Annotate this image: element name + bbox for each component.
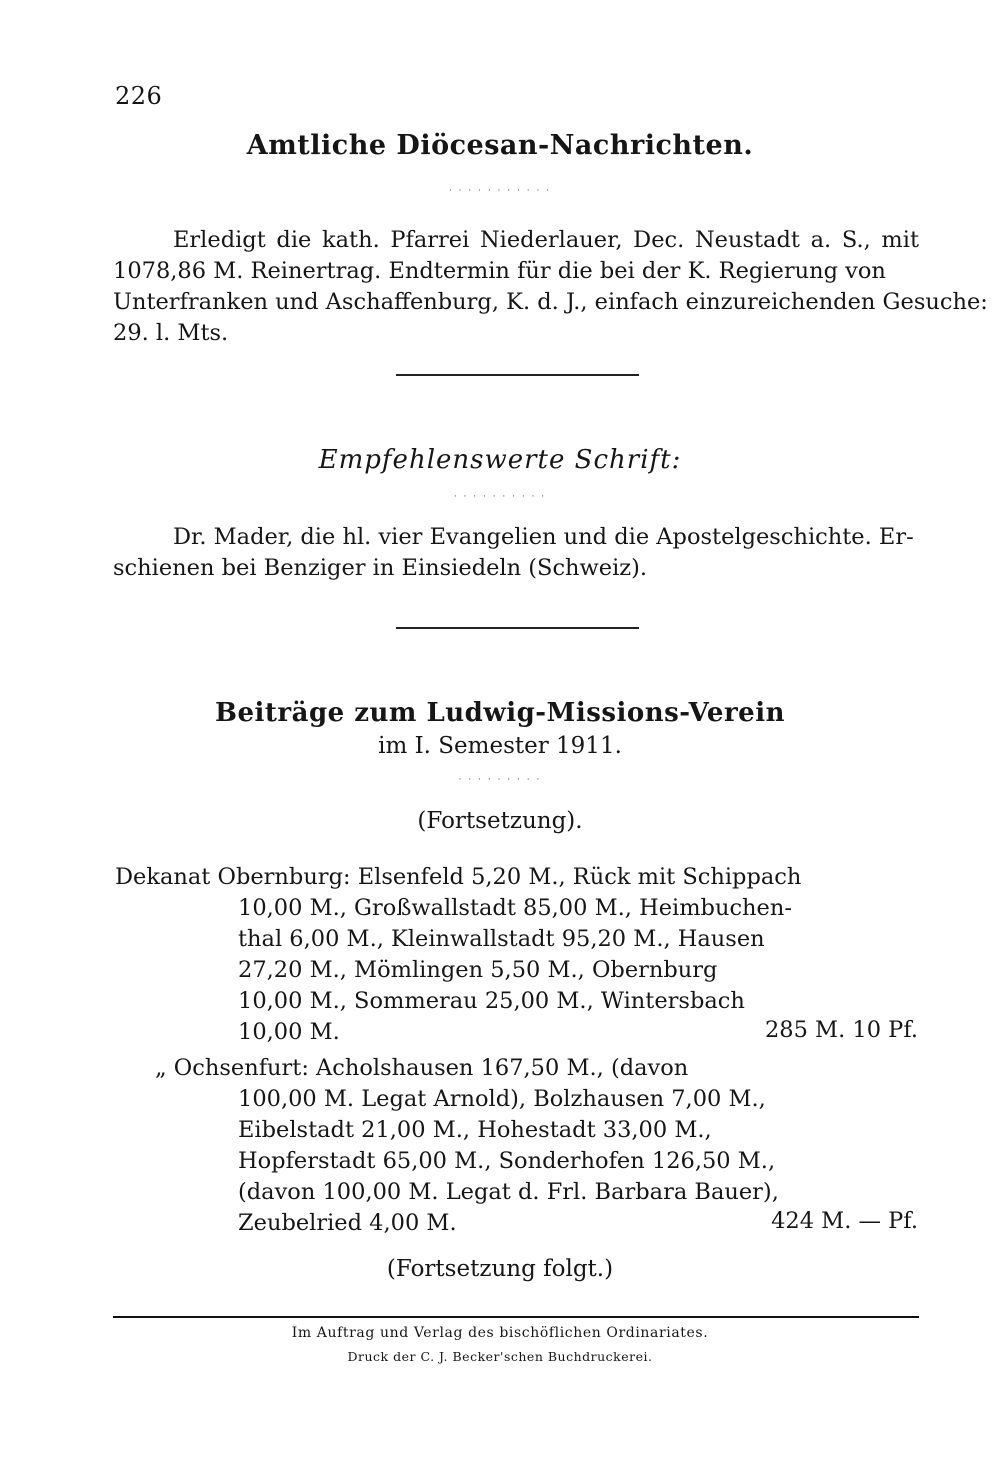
entry-line: 100,00 M. Legat Arnold), Bolzhausen 7,00 M.,	[238, 1086, 766, 1112]
to-be-continued-note: (Fortsetzung folgt.)	[386, 1256, 614, 1282]
entry-line: 27,20 M., Mömlingen 5,50 M., Obernburg	[238, 957, 718, 983]
ornament-dots: · · · · · · · · · ·	[453, 492, 547, 502]
ornament-dots: · · · · · · · · ·	[458, 775, 542, 785]
publisher-line: Im Auftrag und Verlag des bischöflichen Ordinariates.	[291, 1325, 709, 1341]
footer-rule	[113, 1316, 919, 1318]
paragraph-line: 29. l. Mts.	[113, 320, 229, 346]
page-number: 226	[115, 82, 163, 110]
paragraph-line: Erledigt die kath. Pfarrei Niederlauer, Dec. Neustadt a. S., mit	[173, 227, 919, 253]
ornament-dots: · · · · · · · · · · ·	[448, 186, 552, 196]
entry-total-obernburg: 285 M. 10 Pf.	[764, 1017, 918, 1043]
entry-line: 10,00 M.	[238, 1019, 340, 1045]
section-divider	[396, 374, 639, 376]
entry-line: Dekanat Obernburg: Elsenfeld 5,20 M., Rück mit Schippach	[115, 864, 802, 890]
entry-line: (davon 100,00 M. Legat d. Frl. Barbara Bauer),	[238, 1179, 779, 1205]
continuation-note: (Fortsetzung).	[417, 808, 583, 834]
printer-line: Druck der C. J. Becker'schen Buchdruckerei.	[347, 1349, 653, 1364]
section-title-recommended-book: Empfehlenswerte Schrift:	[318, 445, 682, 475]
entry-line: Hopferstadt 65,00 M., Sonderhofen 126,50 M.,	[238, 1148, 776, 1174]
entry-line: 10,00 M., Großwallstadt 85,00 M., Heimbuchen-	[238, 895, 792, 921]
entry-total-ochsenfurt: 424 M. — Pf.	[771, 1208, 918, 1234]
paragraph-line: 1078,86 M. Reinertrag. Endtermin für die bei der K. Regierung von	[113, 258, 886, 284]
entry-line: „ Ochsenfurt: Acholshausen 167,50 M., (davon	[155, 1055, 689, 1081]
paragraph-line: Dr. Mader, die hl. vier Evangelien und die Apostelgeschichte. Er-	[173, 524, 914, 550]
entry-line: 10,00 M., Sommerau 25,00 M., Wintersbach	[238, 988, 745, 1014]
vacancy-notice-paragraph	[113, 225, 988, 349]
paragraph-line: schienen bei Benziger in Einsiedeln (Schweiz).	[113, 555, 648, 581]
entry-line: Eibelstadt 21,00 M., Hohestadt 33,00 M.,	[238, 1117, 712, 1143]
book-recommendation-paragraph	[113, 522, 919, 584]
entry-line: Zeubelried 4,00 M.	[238, 1210, 457, 1236]
entry-line: thal 6,00 M., Kleinwallstadt 95,20 M., Hausen	[238, 926, 765, 952]
paragraph-line: Unterfranken und Aschaffenburg, K. d. J., einfach einzureichenden Gesuche:	[113, 289, 988, 315]
section-divider	[396, 627, 639, 629]
section-subtitle: im I. Semester 1911.	[378, 733, 622, 759]
section-title-diocesan-news: Amtliche Diöcesan-Nachrichten.	[246, 130, 754, 161]
section-title-contributions: Beiträge zum Ludwig-Missions-Verein	[215, 698, 785, 728]
